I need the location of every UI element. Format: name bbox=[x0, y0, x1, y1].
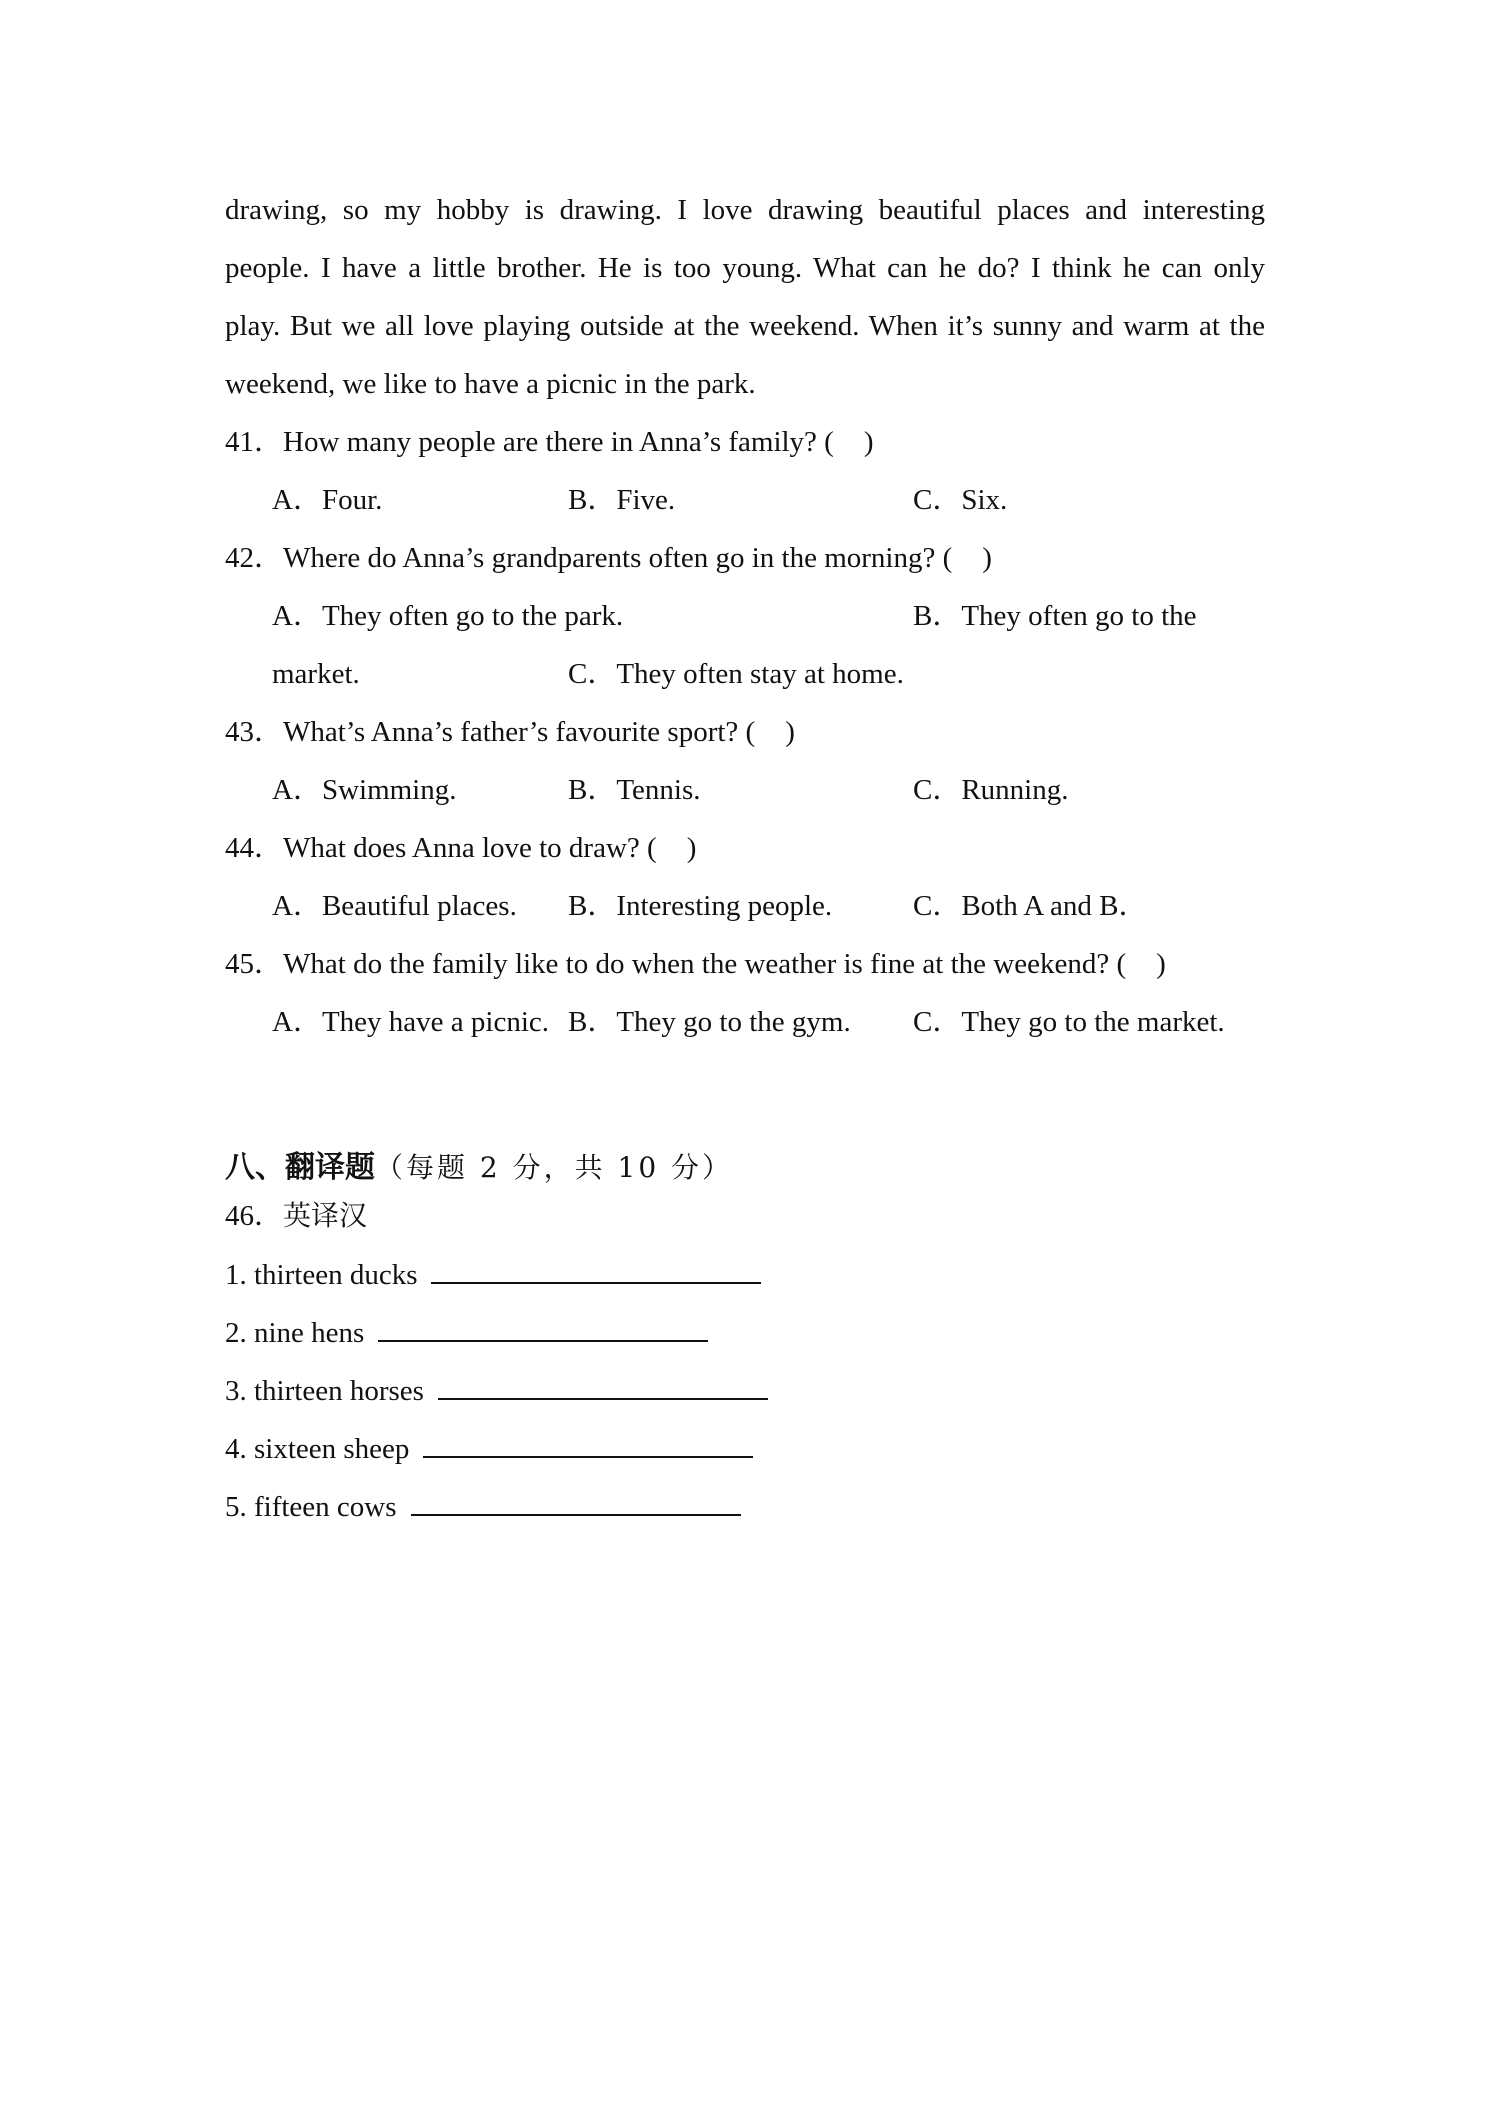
question-text: 英译汉 bbox=[283, 1199, 368, 1232]
q45-option-c: C．They go to the market. bbox=[913, 1006, 1225, 1038]
answer-line[interactable] bbox=[378, 1312, 708, 1342]
passage-line-2: people. I have a little brother. He is too young. What can he do? I think he can only bbox=[225, 252, 1265, 284]
answer-line[interactable] bbox=[423, 1428, 753, 1458]
question-close: ) bbox=[785, 716, 795, 748]
answer-line[interactable] bbox=[411, 1486, 741, 1516]
q43-option-a: A．Swimming. bbox=[272, 774, 457, 806]
translation-term: 2. nine hens bbox=[225, 1317, 365, 1349]
q43-option-b: B．Tennis. bbox=[568, 774, 701, 806]
q42-option-b-continued: market. bbox=[272, 658, 360, 690]
translation-term: 3. thirteen horses bbox=[225, 1375, 424, 1407]
translation-term: 4. sixteen sheep bbox=[225, 1433, 410, 1465]
q42-option-b: B．They often go to the bbox=[913, 600, 1197, 632]
answer-line[interactable] bbox=[438, 1370, 768, 1400]
question-text: What do the family like to do when the weather is fine at the weekend? ( bbox=[283, 948, 1127, 980]
question-text: What’s Anna’s father’s favourite sport? ( bbox=[283, 716, 756, 748]
translation-item-2 bbox=[225, 1312, 708, 1353]
question-43 bbox=[225, 712, 795, 752]
question-number: 41． bbox=[225, 426, 284, 458]
question-44 bbox=[225, 828, 696, 868]
question-close: ) bbox=[982, 542, 992, 574]
section-8-heading bbox=[225, 1148, 733, 1188]
passage-line-4: weekend, we like to have a picnic in the park. bbox=[225, 368, 756, 400]
q44-option-a: A．Beautiful places. bbox=[272, 890, 517, 922]
translation-item-1 bbox=[225, 1254, 761, 1295]
question-close: ) bbox=[863, 426, 874, 458]
section-title: 八、翻译题 bbox=[225, 1150, 375, 1185]
q44-option-c: C．Both A and B． bbox=[913, 890, 1148, 922]
q41-option-a: A．Four. bbox=[272, 484, 383, 516]
question-number: 43． bbox=[225, 716, 284, 748]
question-45 bbox=[225, 944, 1166, 984]
question-number: 42． bbox=[225, 542, 284, 574]
question-number: 46． bbox=[225, 1200, 284, 1232]
translation-term: 1. thirteen ducks bbox=[225, 1259, 418, 1291]
q45-option-b: B．They go to the gym. bbox=[568, 1006, 851, 1038]
translation-item-5 bbox=[225, 1486, 741, 1527]
q42-option-a: A．They often go to the park. bbox=[272, 600, 624, 632]
translation-term: 5. fifteen cows bbox=[225, 1491, 397, 1523]
question-number: 45． bbox=[225, 948, 284, 980]
q44-option-b: B．Interesting people. bbox=[568, 890, 833, 922]
question-close: ) bbox=[686, 832, 697, 864]
question-text: What does Anna love to draw? ( bbox=[283, 832, 657, 864]
question-text: How many people are there in Anna’s family? ( bbox=[283, 426, 834, 458]
q43-option-c: C．Running. bbox=[913, 774, 1069, 806]
section-score-note: （每题 2 分，共 10 分） bbox=[375, 1151, 734, 1184]
q42-option-c: C．They often stay at home. bbox=[568, 658, 904, 690]
answer-line[interactable] bbox=[431, 1254, 761, 1284]
question-number: 44． bbox=[225, 832, 284, 864]
translation-item-4 bbox=[225, 1428, 753, 1469]
passage-line-3: play. But we all love playing outside at the weekend. When it’s sunny and warm at the bbox=[225, 310, 1265, 342]
question-46 bbox=[225, 1196, 367, 1236]
q45-option-a: A．They have a picnic. bbox=[272, 1006, 550, 1038]
question-42 bbox=[225, 538, 992, 578]
q41-option-b: B．Five. bbox=[568, 484, 676, 516]
question-text: Where do Anna’s grandparents often go in the morning? ( bbox=[283, 542, 953, 574]
translation-item-3 bbox=[225, 1370, 768, 1411]
question-close: ) bbox=[1156, 948, 1166, 980]
question-41 bbox=[225, 422, 874, 462]
passage-line-1: drawing, so my hobby is drawing. I love drawing beautiful places and interesting bbox=[225, 194, 1265, 226]
q41-option-c: C．Six. bbox=[913, 484, 1008, 516]
